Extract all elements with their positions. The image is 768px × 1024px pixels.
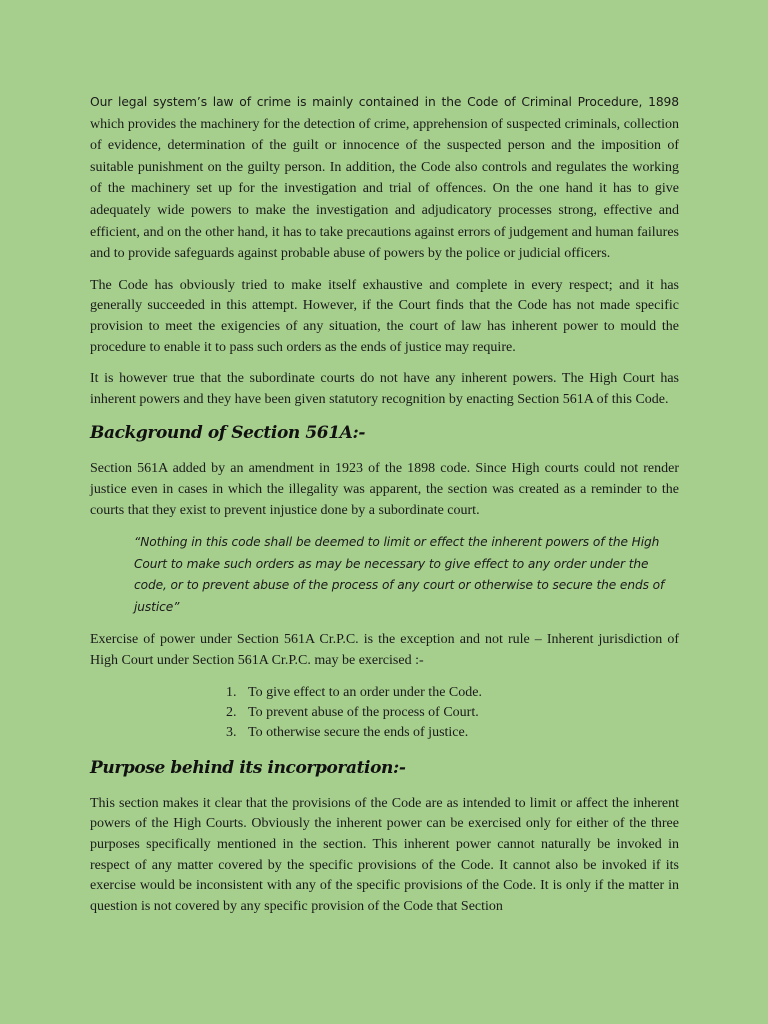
list-item-number: 3. (226, 725, 237, 741)
purposes-list (90, 683, 679, 744)
list-item-text: To give effect to an order under the Code. (248, 684, 482, 700)
list-item-text: To prevent abuse of the process of Court. (248, 705, 479, 721)
paragraph-section-limits: This section makes it clear that the provisions of the Code are as intended to limit or affect the inherent powers of the High Courts. Obviously the inherent power can be exercised only for either of the three purposes specifically mentioned in the section. This inherent power cannot naturally be invoked in respect of any matter covered by the specific provisions of the Code. It cannot also be invoked if its exercise would be inconsistent with any of the specific provisions of the Code. It is only if the matter in question is not covered by any specific provision of the Code that Section (90, 795, 679, 914)
quote-section-text: “Nothing in this code shall be deemed to limit or effect the inherent powers of the High Court to make such orders as may be necessary to give effect to any order under the code, or to prevent abuse of the process of any court or otherwise to secure the ends of justice” (134, 535, 665, 614)
paragraph-code-exhaustive: The Code has obviously tried to make itself exhaustive and complete in every respect; and it has generally succeeded in this attempt. However, if the Court finds that the Code has not made specific provision to meet the exigencies of any situation, the court of law has inherent power to mould the procedure to enable it to pass such orders as the ends of justice may require. (90, 277, 679, 355)
paragraph-intro (90, 92, 679, 265)
list-item-number: 2. (226, 705, 237, 721)
list-item-number: 1. (226, 684, 237, 700)
list-item (226, 723, 679, 743)
document-body (90, 92, 679, 928)
heading-background: Background of Section 561A:- (90, 423, 365, 444)
paragraph-inherent-powers: It is however true that the subordinate courts do not have any inherent powers. The High Court has inherent powers and they have been given statutory recognition by enacting Section 561A of this Code. (90, 371, 679, 407)
intro-rest-text: which provides the machinery for the detection of crime, apprehension of suspected criminals, collection of evidence, determination of the guilt or innocence of the suspected person and the imposition of suitable punishment on the guilty person. In addition, the Code also controls and regulates the working of the machinery set up for the investigation and trial of offences. On the one hand it has to give adequately wide powers to make the investigation and adjudicatory processes strong, effective and efficient, and on the other hand, it has to take precautions against errors of judgement and human failures and to provide safeguards against probable abuse of powers by the police or judicial officers. (90, 116, 679, 262)
paragraph-section-561a: Section 561A added by an amendment in 1923 of the 1898 code. Since High courts could not render justice even in cases in which the illegality was apparent, the section was created as a reminder to the courts that they exist to prevent injustice done by a subordinate court. (90, 461, 679, 518)
intro-lead-text: Our legal system’s law of crime is mainly contained in the Code of Criminal Procedure, 1898 (90, 95, 679, 109)
list-item (226, 683, 679, 703)
paragraph-exercise-of-power: Exercise of power under Section 561A Cr.P.C. is the exception and not rule – Inherent jurisdiction of High Court under Section 561A Cr.P.C. may be exercised :- (90, 632, 679, 669)
list-item (226, 703, 679, 723)
heading-purpose: Purpose behind its incorporation:- (90, 757, 406, 778)
list-item-text: To otherwise secure the ends of justice. (248, 725, 469, 741)
